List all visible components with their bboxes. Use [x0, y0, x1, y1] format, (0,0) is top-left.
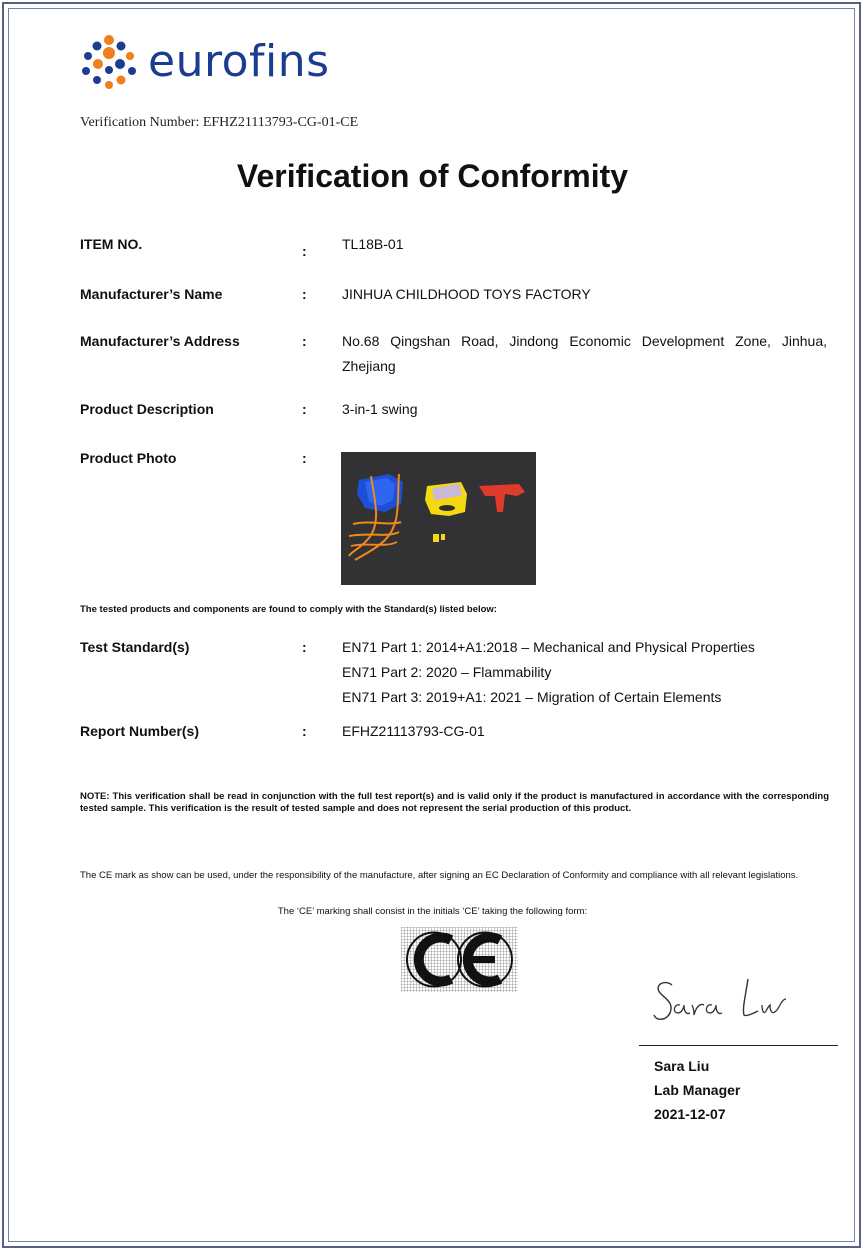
eurofins-dots-icon	[80, 34, 138, 90]
signatory-date: 2021-12-07	[654, 1106, 726, 1122]
item-no-value: TL18B-01	[342, 236, 404, 252]
ce-form-statement: The ‘CE’ marking shall consist in the initials ‘CE’ taking the following form:	[277, 906, 588, 917]
verification-number: Verification Number: EFHZ21113793-CG-01-CE	[80, 115, 359, 130]
test-standard-item: EN71 Part 1: 2014+A1:2018 – Mechanical and Physical Properties	[342, 639, 755, 655]
signatory-block	[654, 1054, 740, 1126]
separator-colon: :	[302, 450, 307, 466]
separator-colon: :	[302, 333, 307, 349]
manufacturer-address-label: Manufacturer’s Address	[80, 333, 240, 349]
product-description-value: 3-in-1 swing	[342, 401, 418, 417]
verification-note: NOTE: This verification shall be read in conjunction with the full test report(s) and is valid only if the product is manufactured in accordance with the corresponding tested sample. This verification is the result of tested sample and does not represent the serial production of this product.	[80, 791, 829, 814]
ce-mark-statement: The CE mark as show can be used, under the responsibility of the manufacture, after signing an EC Declaration of Conformity and compliance with all relevant legislations.	[80, 870, 799, 881]
product-photo	[341, 452, 536, 585]
manufacturer-name-value: JINHUA CHILDHOOD TOYS FACTORY	[342, 286, 591, 302]
signatory-title: Lab Manager	[654, 1082, 741, 1098]
manufacturer-name-label: Manufacturer’s Name	[80, 286, 223, 302]
test-standards-label: Test Standard(s)	[80, 639, 190, 655]
report-numbers-value: EFHZ21113793-CG-01	[342, 723, 485, 739]
report-numbers-label: Report Number(s)	[80, 723, 200, 739]
test-standard-item: EN71 Part 2: 2020 – Flammability	[342, 664, 552, 680]
manufacturer-address-value: No.68 Qingshan Road, Jindong Economic Development Zone, Jinhua, Zhejiang	[342, 333, 827, 374]
ce-mark-icon	[401, 927, 518, 992]
separator-colon: :	[302, 639, 307, 655]
product-description-label: Product Description	[80, 401, 214, 417]
separator-colon: :	[302, 723, 307, 739]
separator-colon: :	[302, 401, 307, 417]
signature-image	[650, 965, 820, 1035]
signature-line	[639, 1045, 838, 1046]
signatory-name: Sara Liu	[654, 1058, 710, 1074]
product-photo-label: Product Photo	[80, 450, 177, 466]
eurofins-logo	[80, 32, 330, 92]
test-standards-list	[342, 635, 842, 710]
item-no-label: ITEM NO.	[80, 236, 143, 252]
page-title: Verification of Conformity	[236, 158, 629, 194]
test-standard-item: EN71 Part 3: 2019+A1: 2021 – Migration of Certain Elements	[342, 689, 722, 705]
compliance-statement: The tested products and components are found to comply with the Standard(s) listed below:	[80, 604, 497, 615]
separator-colon: :	[302, 286, 307, 302]
separator-colon: :	[302, 243, 307, 259]
eurofins-wordmark: eurofins	[148, 36, 330, 87]
